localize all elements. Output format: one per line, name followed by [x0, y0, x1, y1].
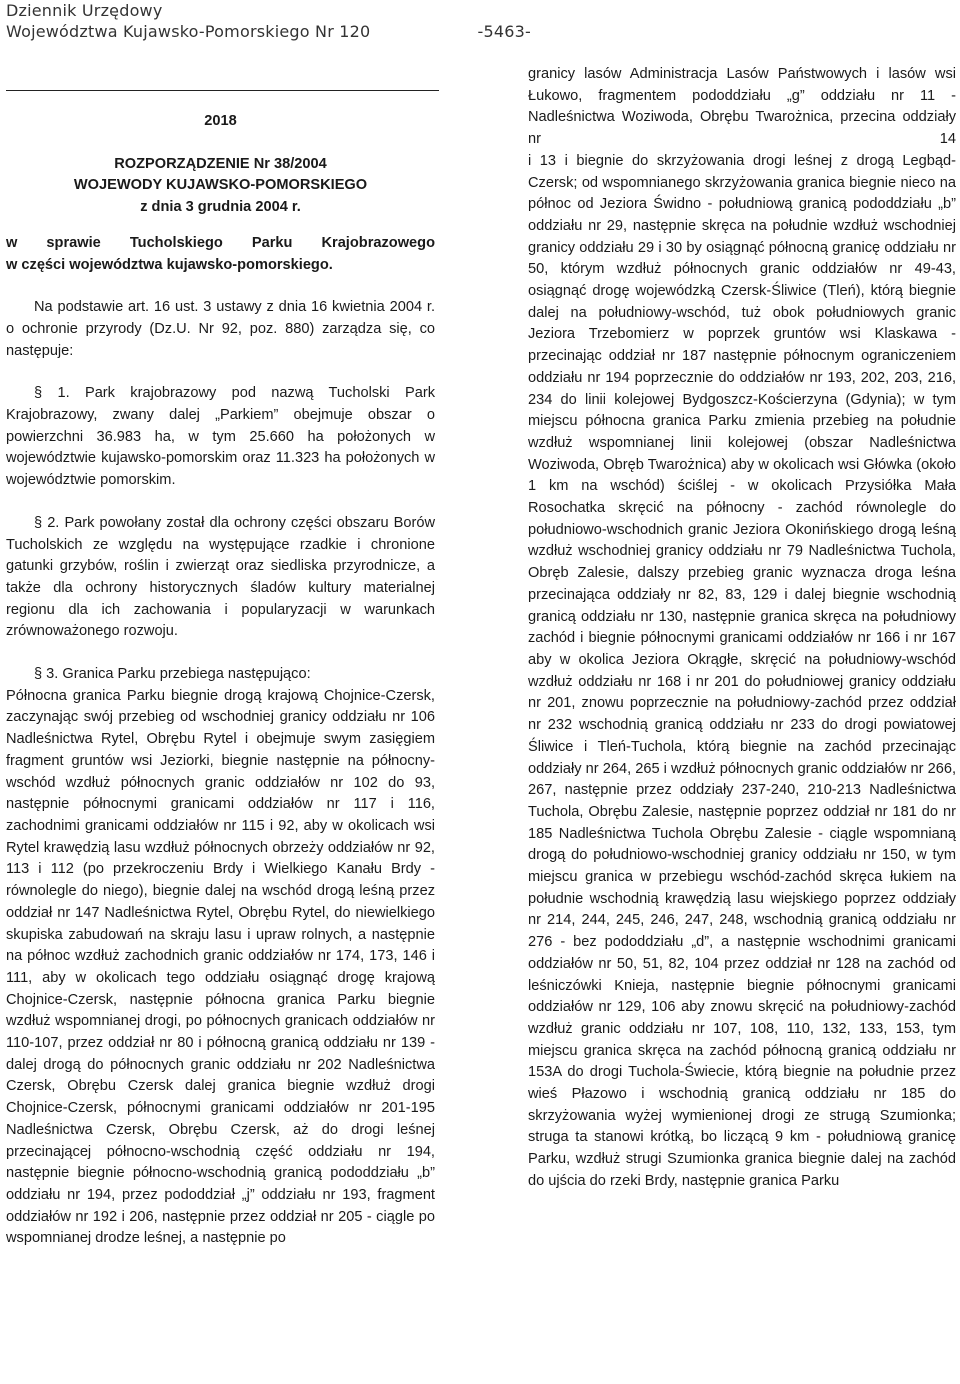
right-column — [528, 64, 956, 1193]
act-subject-line1: w sprawie Tucholskiego Parku Krajobrazowego — [6, 234, 435, 251]
section-3-text: Północna granica Parku biegnie drogą krajową Chojnice-Czersk, zaczynając swój przebieg od wschodniej granicy oddziału nr 106 Nadleśnictwa Rytel, Obrębu Rytel i obejmuje swym zasięgiem fragment gruntów wsi Jeziorki, biegnie następnie na północny-wschód wzdłuż północnych granic oddziałów nr 102 do 93, następnie północnymi granicami oddziałów nr 117 i 116, zachodnimi granicami oddziałów nr 115 i 92, aby w okolicach wsi Rytel krawędzią lasu wzdłuż północnych obrzeży oddziałów nr 92, 113 i 112 (po przekroczeniu Brdy i Wielkiego Kanału Brdy - równolegle do niego), biegnie dalej na wschód drogą leśną przez oddział nr 147 Nadleśnictwa Rytel, Obrębu Rytel, do niewielkiego skupiska zabudowań na skraju lasu i upraw rolnych, a następnie na północ wzdłuż zachodnich granic oddziałów nr 174, 173, 146 i 111, aby w okolicach tego oddziału osiągnąć drogę krajową Chojnice-Czersk, następnie północna granica Parku biegnie wzdłuż wspomnianej drogi, po północnych granicach oddziałów nr 110-107, przez oddział nr 80 i północną granicą oddziału nr 139 - dalej drogą do północnych granic oddziału nr 202 Nadleśnictwa Czersk, Obrębu Czersk dalej granica biegnie wzdłuż drogi Chojnice-Czersk, północnymi granicami oddziałów nr 201-195 Nadleśnictwa Czersk, Obrębu Czersk, aż do drogi leśnej przecinającej północno-wschodnią część oddziału nr 194, następnie biegnie północno-wschodnią granicą pododdziału „b” oddziału nr 194, przez pododdział „j” oddziału nr 193, fragment oddziałów nr 192 i 206, następnie przez oddział nr 205 - ciągle po wspomnianej drodze leśnej, a następnie po — [6, 687, 435, 1247]
preamble: Na podstawie art. 16 ust. 3 ustawy z dnia 16 kwietnia 2004 r. o ochronie przyrody (Dz.U. Nr 92, poz. 880) zarządza się, co następuje: — [6, 299, 435, 359]
boundary-text-part-a: granicy lasów Administracja Lasów Państwowych i lasów wsi Łukowo, fragmentem pododdziału „g” oddziału nr 11 - Nadleśnictwa Woziwoda, Obrębu Twarożnica, przecina oddziały nr 14 — [528, 66, 956, 148]
act-subject-line2: w części województwa kujawsko-pomorskiego. — [6, 256, 333, 273]
boundary-text-part-b: i 13 i biegnie do skrzyżowania drogi leśnej z drogą Legbąd-Czersk; od wspomnianego skrzyżowania granica biegnie nieco na północ od Jeziora Świdno - południową granicą pododdziału „b” oddziału nr 29, następnie skręca na południe wzdłuż wschodniej granicy oddziału 29 i 30 by osiągnąć północną granicę oddziału nr 50, którym wzdłuż północnych granic oddziałów nr 49-43, osiągnąć drogę wojewódzką Czersk-Śliwice (Tleń), którą biegnie dalej na południowy-wschód, tuż obok południowych granic Jeziora Trzebomierz w poprzek gruntów wsi Klaskawa - przecinając oddział nr 187 następnie północnym ograniczeniem oddziału nr 194 poprzecznie do oddziałów nr 193, 202, 203, 216, 234 do linii kolejowej Bydgoszcz-Kościerzyna (Gdynia); w tym miejscu północna granica Parku zmienia przebieg na południe wzdłuż wspomnianej linii kolejowej (obszar Nadleśnictwa Woziwoda, Obręb Twarożnica) aby w okolicach wsi Główka (około 1 km na wschód) ściślej - w okolicach Przysiółka Mała Rosochatka skręcić na północny - zachód równolegle do południowo-wschodnich granic Jeziora Okonińskiego drogą leśną wzdłuż wschodniej granicy oddziału nr 79 Nadleśnictwa Tuchola, Obręb Zalesie, dalszy przebieg granic wyznacza droga leśna przecinająca oddziały nr 82, 83, 129 i dalej biegnie wschodnią granicą oddziału nr 130, następnie granica skręca na południowy zachód i biegnie północnymi granicami oddziałów nr 166 i nr 167 aby w okolica Jeziora Okrągłe, skręcić na południowy-wschód wzdłuż oddziału nr 168 i nr 201 do południowej granicy oddziału nr 201, znowu poprzecznie na południowy-zachód przez oddział nr 232 wschodnią granicą oddziału nr 233 do drogi powiatowej Śliwice i Tleń-Tuchola, którą biegnie na zachód przecinając oddziały nr 264, 265 i wzdłuż północnych granic oddziałów nr 266, 267, następnie przez oddziały 237-240, 210-213 Nadleśnictwa Tuchola, Obrębu Zalesie, następnie poprzez oddział nr 181 do nr 185 Nadleśnictwa Tuchola Obrębu Zalesie - ciągle wspomnianą drogą do południowo-wschodniej granicy oddziału nr 150, w tym miejscu granica w przebiegu wschód-zachód skręca łukiem na południe wschodnią krawędzią lasu wiejskiego poprzez oddziały nr 214, 244, 245, 246, 247, 248, wschodnią granicą oddziału nr 276 - bez pododdziału „d”, a następnie wschodnimi granicami oddziałów nr 50, 51, 82, 104 przez oddział nr 128 na zachód od leśniczówki Knieja, następnie biegnie północnymi granicami oddziałów nr 129, 106 aby znowu skręcić na południowy-zachód wzdłuż granic oddziału nr 107, 108, 110, 132, 133, 153, tym miejscu granica skręca na zachód północną granicą oddziału nr 153A do drogi Tuchola-Świecie, którą biegnie na południe przez wieś Płazowo i wschodnią granicą oddziału nr 185 do skrzyżowania wyżej wymienionej drogi ze strugą Szumionka; struga ta stanowi krótką, bo liczącą 9 km - południową granicę Parku, wzdłuż strugi Szumionka granica biegnie dalej na zachód do ujścia do rzeki Brdy, następnie granica Parku — [528, 152, 956, 1189]
act-title: ROZPORZĄDZENIE Nr 38/2004 — [114, 155, 327, 172]
spacer — [6, 219, 435, 233]
journal-subheader — [6, 22, 531, 41]
left-column — [6, 111, 435, 1250]
page-number: -5463- — [477, 22, 531, 41]
act-issuer: WOJEWODY KUJAWSKO-POMORSKIEGO — [73, 177, 368, 194]
spacer — [6, 492, 435, 513]
spacer — [6, 643, 435, 664]
spacer — [6, 276, 435, 297]
journal-region: Województwa Kujawsko-Pomorskiego Nr 120 — [6, 22, 371, 41]
spacer — [6, 362, 435, 383]
act-date: z dnia 3 grudnia 2004 r. — [140, 199, 301, 216]
section-3-heading: § 3. Granica Parku przebiega następująco: — [34, 666, 311, 683]
journal-title: Dziennik Urzędowy — [6, 1, 163, 20]
section-1: § 1. Park krajobrazowy pod nazwą Tucholski Park Krajobrazowy, zwany dalej „Parkiem” obejmuje obszar o powierzchni 36.983 ha, w tym 25.660 ha położonych w województwie kujawsko-pomorskim oraz 11.323 ha położonych w województwie pomorskim. — [6, 385, 435, 489]
act-number: 2018 — [204, 113, 237, 129]
section-2: § 2. Park powołany został dla ochrony części obszaru Borów Tucholskich ze względu na występujące rzadkie i chronione gatunki grzybów, roślin i zwierząt oraz siedliska przyrodnicze, a także dla ochrony historycznych śladów kultury materialnej regionu dla ich zachowania i popularyzacji w warunkach zrównoważonego rozwoju. — [6, 514, 435, 640]
header-rule — [6, 90, 439, 91]
